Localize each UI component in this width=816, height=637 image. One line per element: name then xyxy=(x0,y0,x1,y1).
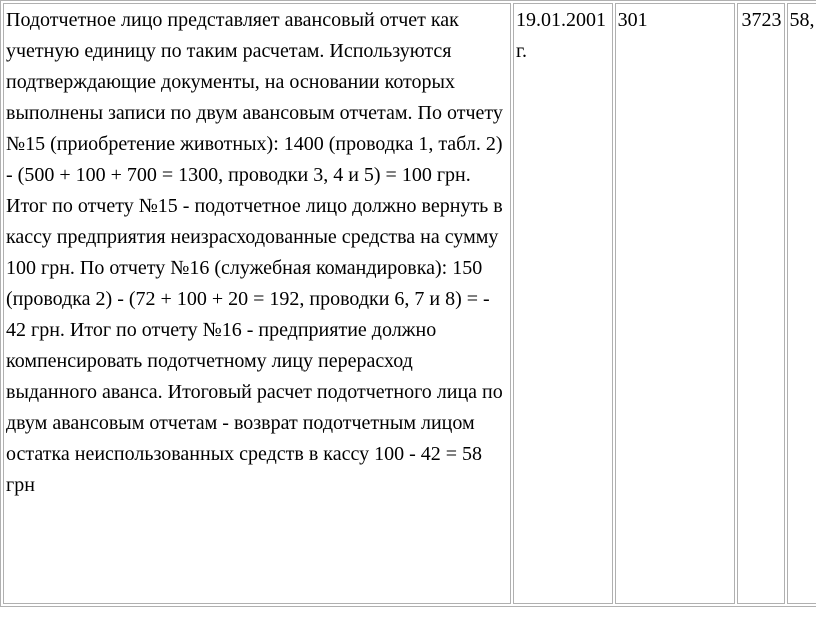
date-cell: 19.01.2001 г. xyxy=(513,3,613,604)
amount-cell: 58, xyxy=(787,3,816,604)
credit-account-cell: 3723 xyxy=(737,3,785,604)
table-row xyxy=(3,3,816,604)
debit-account-cell: 301 xyxy=(615,3,735,604)
description-cell: Подотчетное лицо представляет авансовый отчет как учетную единицу по таким расчетам. Используются подтверждающие документы, на основании которых выполнены записи по двум авансовым отчетам. По отчету №15 (приобретение животных): 1400 (проводка 1, табл. 2) - (500 + 100 + 700 = 1300, проводки 3, 4 и 5) = 100 грн. Итог по отчету №15 - подотчетное лицо должно вернуть в кассу предприятия неизрасходованные средства на сумму 100 грн. По отчету №16 (служебная командировка): 150 (проводка 2) - (72 + 100 + 20 = 192, проводки 6, 7 и 8) = - 42 грн. Итог по отчету №16 - предприятие должно компенсировать подотчетному лицу перерасход выданного аванса. Итоговый расчет подотчетного лица по двум авансовым отчетам - возврат подотчетным лицом остатка неиспользованных средств в кассу 100 - 42 = 58 грн xyxy=(3,3,511,604)
page-bottom-margin xyxy=(0,612,816,637)
